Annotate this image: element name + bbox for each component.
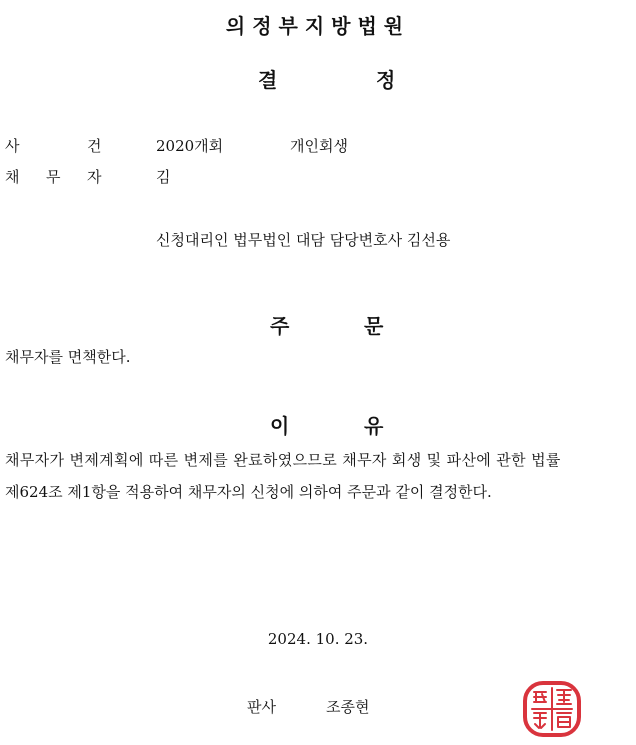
debtor-name: 김 (156, 168, 171, 186)
reason-text-line-1: 채무자가 변제계획에 따른 변제를 완료하였으므로 채무자 회생 및 파산에 관한 법률 (5, 451, 561, 469)
judge-title: 판사 (247, 698, 276, 716)
debtor-label-char-2: 무 (46, 168, 61, 186)
judge-name: 조종현 (326, 698, 370, 716)
case-type: 개인회생 (290, 137, 348, 155)
order-heading-right: 문 (364, 314, 384, 338)
reason-heading-left: 이 (270, 414, 290, 438)
document-title-left: 결 (258, 68, 278, 92)
case-number: 2020개회 (156, 137, 224, 155)
court-seal-stamp (522, 680, 582, 738)
order-heading-left: 주 (270, 314, 290, 338)
court-name: 의정부지방법원 (225, 14, 411, 38)
case-label-char-2: 건 (87, 137, 102, 155)
order-text: 채무자를 면책한다. (5, 348, 131, 366)
reason-heading-right: 유 (364, 414, 384, 438)
applicant-agent: 신청대리인 법무법인 대담 담당변호사 김선용 (156, 231, 451, 249)
decision-date: 2024. 10. 23. (267, 630, 369, 648)
debtor-label-char-1: 채 (5, 168, 20, 186)
document-title-right: 정 (376, 68, 396, 92)
case-label-char-1: 사 (5, 137, 20, 155)
reason-text-line-2: 제624조 제1항을 적용하여 채무자의 신청에 의하여 주문과 같이 결정한다. (5, 483, 492, 501)
debtor-label-char-3: 자 (87, 168, 102, 186)
